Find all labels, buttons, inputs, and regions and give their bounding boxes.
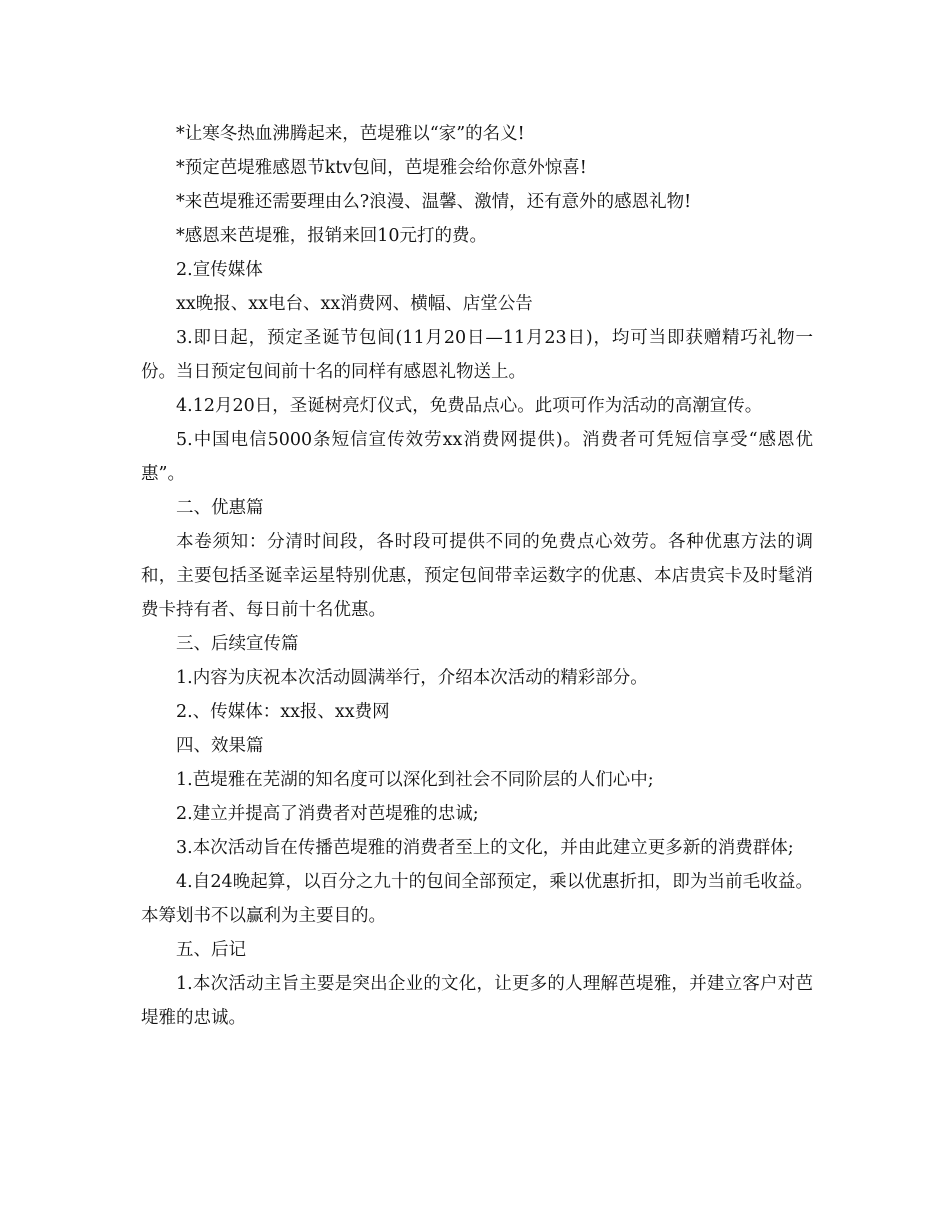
list-item: 3.本次活动旨在传播芭堤雅的消费者至上的文化，并由此建立更多新的消费群体; (176, 838, 794, 858)
slogan-line: *来芭堤雅还需要理由么?浪漫、温馨、激情，还有意外的感恩礼物! (176, 192, 692, 212)
list-item: 5.中国电信5000条短信宣传效劳xx消费网提供)。消费者可凭短信享受“感恩优惠”。 (141, 430, 813, 484)
body-paragraph: 本卷须知：分清时间段，各时段可提供不同的免费点心效劳。各种优惠方法的调和，主要包括圣诞幸运星特别优惠，预定包间带幸运数字的优惠、本店贵宾卡及时髦消费卡持有者、每日前十名优惠。 (141, 532, 813, 620)
section-heading: 二、优惠篇 (176, 498, 264, 518)
section-heading: 五、后记 (176, 940, 246, 960)
list-item: 1.本次活动主旨主要是突出企业的文化，让更多的人理解芭堤雅，并建立客户对芭堤雅的忠诚。 (141, 974, 813, 1028)
slogan-line: *预定芭堤雅感恩节ktv包间，芭堤雅会给你意外惊喜! (176, 158, 587, 178)
slogan-line: *让寒冬热血沸腾起来，芭堤雅以“家”的名义! (176, 124, 525, 144)
list-item: 2.建立并提高了消费者对芭堤雅的忠诚; (176, 804, 479, 824)
body-paragraph: xx晚报、xx电台、xx消费网、横幅、店堂公告 (176, 294, 533, 314)
section-heading: 四、效果篇 (176, 736, 264, 756)
list-item: 1.芭堤雅在芜湖的知名度可以深化到社会不同阶层的人们心中; (176, 770, 654, 790)
list-item: 2.、传媒体：xx报、xx费网 (176, 702, 390, 722)
list-item: 3.即日起，预定圣诞节包间(11月20日—11月23日)，均可当即获赠精巧礼物一份。当日预定包间前十名的同样有感恩礼物送上。 (141, 328, 813, 382)
list-item-heading: 2.宣传媒体 (176, 260, 263, 280)
list-item: 4.12月20日，圣诞树亮灯仪式，免费品点心。此项可作为活动的高潮宣传。 (176, 396, 763, 416)
list-item: 4.自24晚起算，以百分之九十的包间全部预定，乘以优惠折扣，即为当前毛收益。本筹划书不以赢利为主要目的。 (141, 872, 813, 926)
document-body (141, 117, 813, 1035)
list-item: 1.内容为庆祝本次活动圆满举行，介绍本次活动的精彩部分。 (176, 668, 648, 688)
section-heading: 三、后续宣传篇 (176, 634, 299, 654)
slogan-line: *感恩来芭堤雅，报销来回10元打的费。 (176, 226, 488, 246)
